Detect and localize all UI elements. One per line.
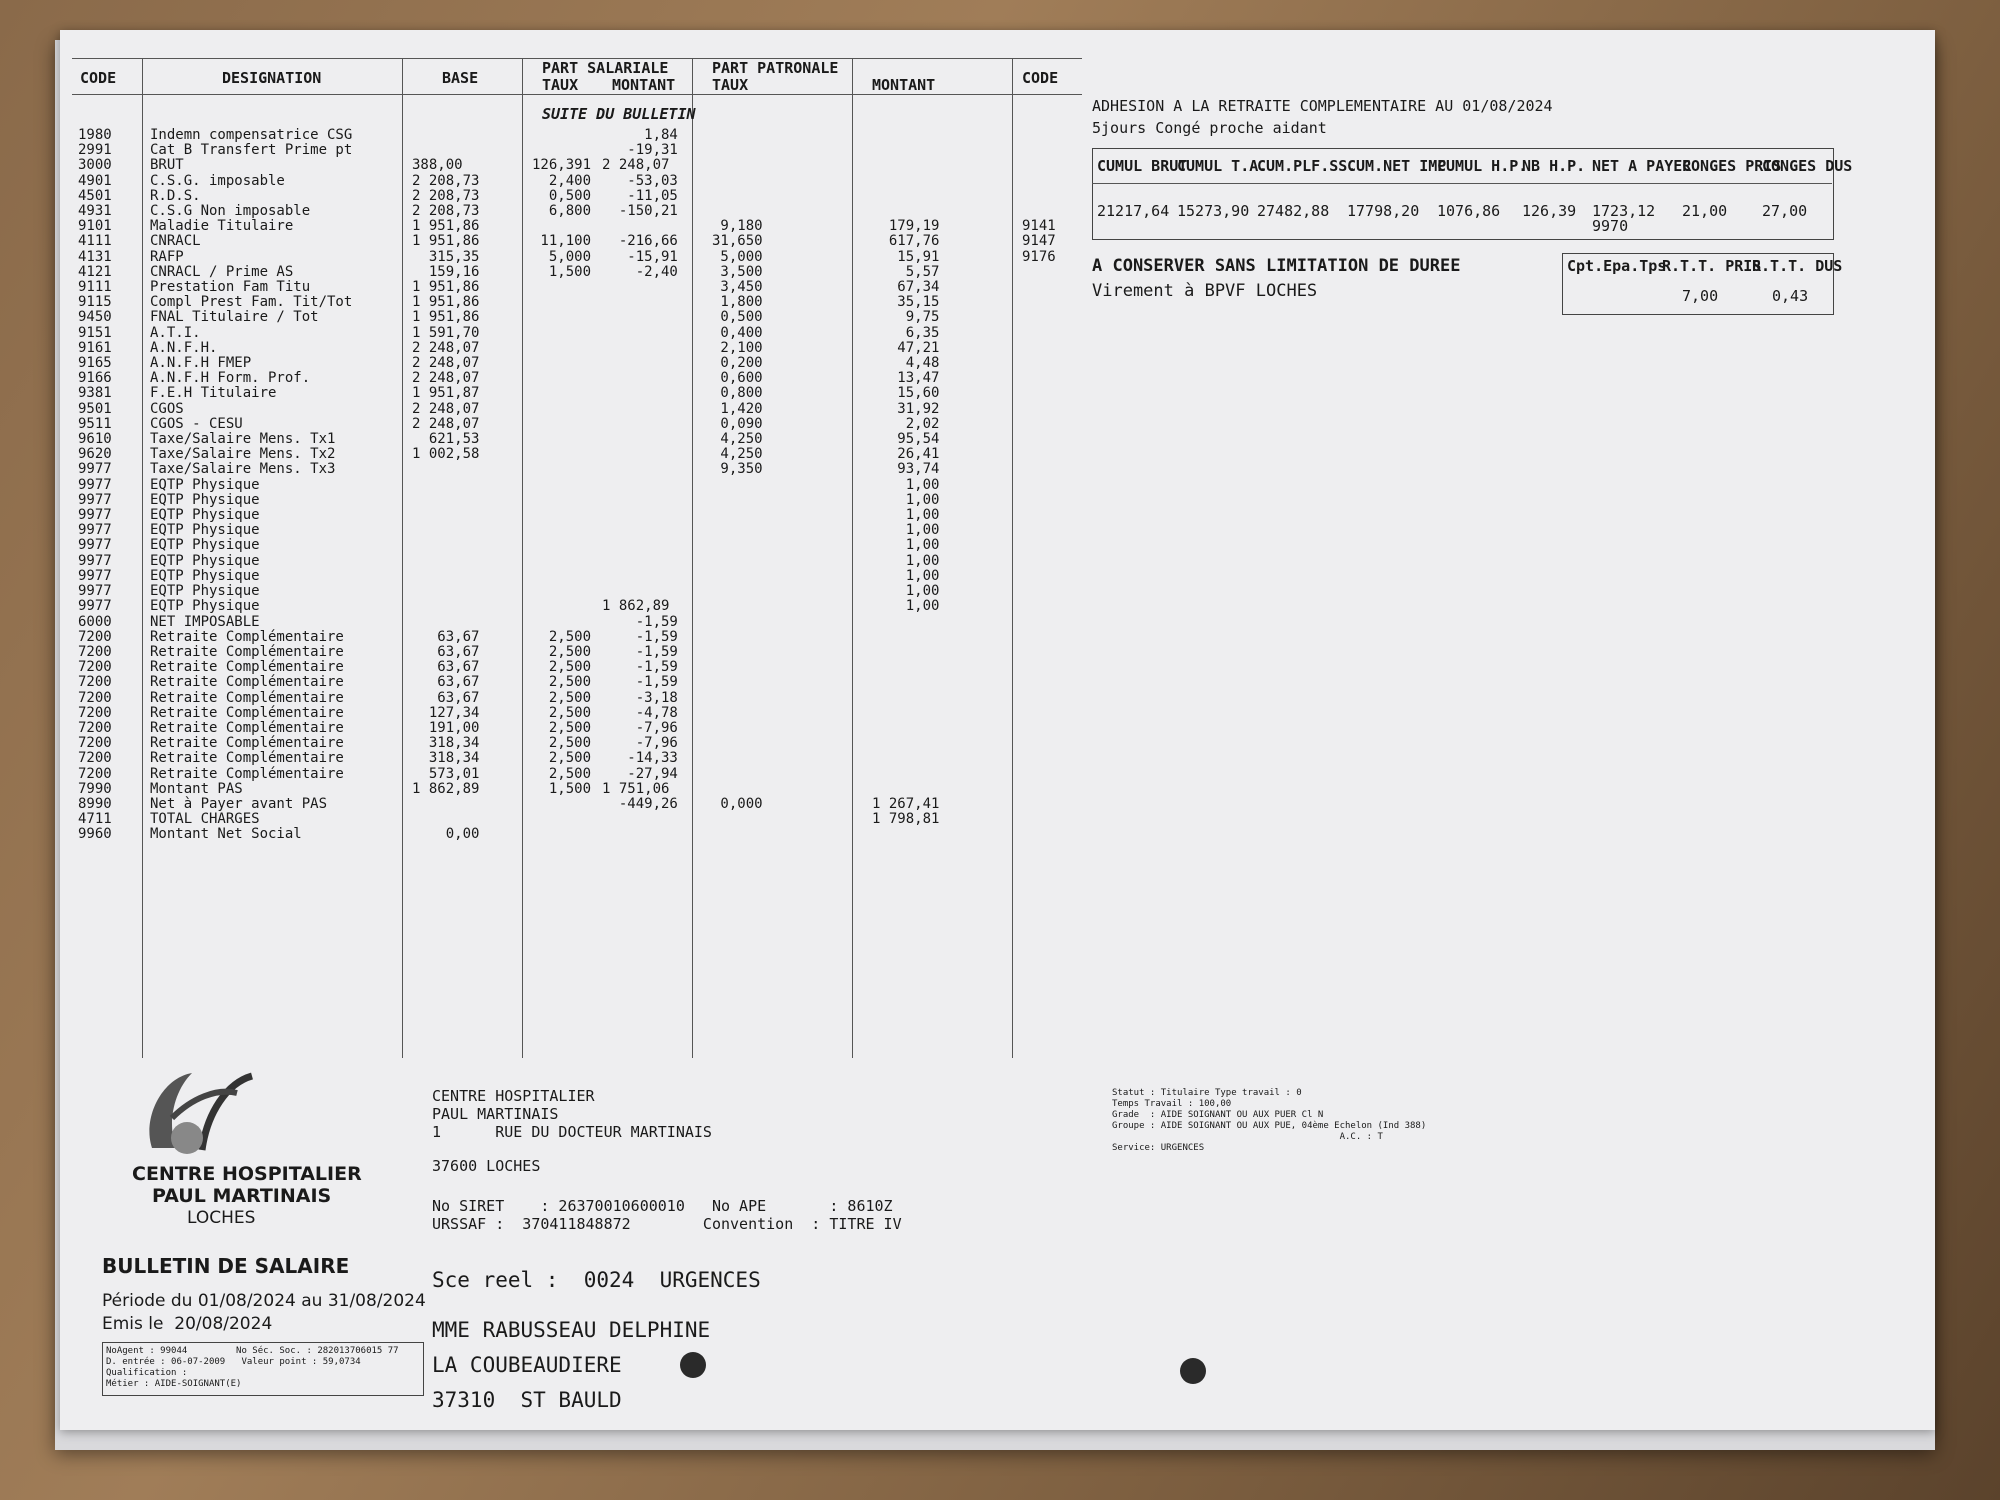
agent-line-1: NoAgent : 99044 No Séc. Soc. : 282013706015 77	[106, 1346, 399, 1356]
logo-mark-icon	[132, 1058, 262, 1158]
employee-name: MME RABUSSEAU DELPHINE	[432, 1318, 711, 1342]
header-part-patronale: PART PATRONALE	[712, 59, 839, 77]
adhesion-note: ADHESION A LA RETRAITE COMPLEMENTAIRE AU 01/08/2024	[1092, 97, 1553, 115]
cumul-value-4: 1076,86	[1437, 202, 1501, 220]
cumul-header-6: NET A PAYER	[1592, 157, 1692, 175]
cumul-value-2: 27482,88	[1257, 202, 1330, 220]
employer-urssaf: URSSAF : 370411848872 Convention : TITRE IV	[432, 1215, 902, 1233]
header-montant: MONTANT	[612, 76, 676, 94]
col-code: 1980 2991 3000 4901 4501 4931 9101 4111 4131 4121 9111 9115 9450 9151 9161 9165 9166 9381 9501 9511 9610 9620 9977 9977 9977 9977 9977 9977 9977 9977 9977 9977 6000 7200 7200 7200 7200 7200 7200 7200 7200 7200 7200 7990 8990 4711 9960	[78, 127, 112, 843]
employer-line-3: 1 RUE DU DOCTEUR MARTINAIS	[432, 1123, 712, 1141]
cumul-header-0: CUMUL BRUT	[1097, 157, 1188, 175]
cumul-value-6: 1723,12	[1592, 202, 1656, 220]
cumul-header-4: CUMUL H.P.	[1437, 157, 1528, 175]
logo-line-1: CENTRE HOSPITALIER	[132, 1163, 362, 1185]
employer-postcode: 37600 LOCHES	[432, 1157, 541, 1175]
col-taux: 126,391 2,400 0,500 6,800 11,100 5,000 1,500 2,500 2,500 2,500 2,500 2,500 2,500 2,500 2,500 2,500 2,500 1,500	[532, 157, 592, 797]
header-taux: TAUX	[542, 76, 579, 94]
statut-line-4: Groupe : AIDE SOIGNANT OU AUX PUE, 04ème Echelon (Ind 388)	[1112, 1121, 1427, 1131]
cumul-header-3: CUM.NET IMP	[1347, 157, 1447, 175]
cumul-value-8: 27,00	[1762, 202, 1808, 220]
rtt-value-3: 0,43	[1772, 287, 1809, 305]
payslip-content	[72, 58, 1853, 1412]
header-designation: DESIGNATION	[222, 69, 322, 87]
cumul-header-7: CONGES PRIS	[1682, 157, 1782, 175]
statut-line-3: Grade : AIDE SOIGNANT OU AUX PUER Cl N	[1112, 1110, 1324, 1120]
virement-note: Virement à BPVF LOCHES	[1092, 281, 1318, 301]
col-taux-pat: 9,180 31,650 5,000 3,500 3,450 1,800 0,500 0,400 2,100 0,200 0,600 0,800 1,420 0,090 4,250 4,250 9,350 0,000	[712, 218, 763, 812]
col-rule-1	[142, 58, 143, 1058]
cumul-value-0: 21217,64	[1097, 202, 1170, 220]
suite-du-bulletin: SUITE DU BULLETIN	[542, 105, 696, 123]
bulletin-period: Période du 01/08/2024 au 31/08/2024	[102, 1291, 426, 1311]
header-taux-pat: TAUX	[712, 76, 749, 94]
cumul-header-2: CUM.PLF.SS.	[1257, 157, 1357, 175]
logo-line-3: LOCHES	[187, 1208, 256, 1228]
cumul-value-3: 17798,20	[1347, 202, 1420, 220]
bulletin-title: BULLETIN DE SALAIRE	[102, 1254, 350, 1278]
right-code: 9970	[1592, 217, 1629, 235]
statut-line-5: A.C. : T	[1112, 1132, 1383, 1142]
statut-line-1: Statut : Titulaire Type travail : 0	[1112, 1088, 1302, 1098]
rtt-header-1: Cpt.Epa.Tps	[1567, 257, 1667, 275]
cumul-value-1: 15273,90	[1177, 202, 1250, 220]
col-code-pat: 9141 9147 9176	[1022, 218, 1056, 265]
service-reel: Sce reel : 0024 URGENCES	[432, 1268, 761, 1292]
col-rule-5	[852, 58, 853, 1058]
employee-address-1: LA COUBEAUDIERE	[432, 1353, 622, 1377]
header-code: CODE	[80, 69, 117, 87]
cumul-header-5: NB H.P.	[1522, 157, 1586, 175]
cumul-header-1: CUMUL T.A.	[1177, 157, 1268, 175]
col-designation: Indemn compensatrice CSG Cat B Transfert Prime pt BRUT C.S.G. imposable R.D.S. C.S.G Non imposable Maladie Titulaire CNRACL RAFP CNRACL / Prime AS Prestation Fam Titu Compl Prest Fam. Tit/Tot FNAL Titulaire / Tot A.T.I. A.N.F.H. A.N.F.H FMEP A.N.F.H Form. Prof. F.E.H Titulaire CGOS CGOS - CESU Taxe/Salaire Mens. Tx1 Taxe/Salaire Mens. Tx2 Taxe/Salaire Mens. Tx3 EQTP Physique EQTP Physique EQTP Physique EQTP Physique EQTP Physique EQTP Physique EQTP Physique EQTP Physique EQTP Physique NET IMPOSABLE Retraite Complémentaire Retraite Complémentaire Retraite Complémentaire Retraite Complémentaire Retraite Complémentaire Retraite Complémentaire Retraite Complémentaire Retraite Complémentaire Retraite Complémentaire Retraite Complémentaire Montant PAS Net à Payer avant PAS TOTAL CHARGES Montant Net Social	[150, 127, 353, 843]
logo-line-2: PAUL MARTINAIS	[152, 1185, 332, 1207]
agent-line-3: Qualification :	[106, 1368, 188, 1378]
col-montant: 1,84 -19,31 2 248,07 -53,03 -11,05 -150,21 -216,66 -15,91 -2,40 1 862,89 -1,59 -1,59 -1,59 -1,59 -1,59 -3,18 -4,78 -7,96 -7,96 -14,33 -27,94 1 751,06 -449,26	[602, 127, 678, 812]
agent-line-2: D. entrée : 06-07-2009 Valeur point : 59,0734	[106, 1357, 361, 1367]
header-montant-pat: MONTANT	[872, 76, 936, 94]
statut-line-6: Service: URGENCES	[1112, 1143, 1205, 1153]
rtt-value-2: 7,00	[1682, 287, 1719, 305]
col-rule-3	[522, 58, 523, 1058]
hospital-logo	[132, 1058, 362, 1228]
header-base: BASE	[442, 69, 479, 87]
table-header-rule	[72, 94, 1082, 95]
conge-aidant-note: 5jours Congé proche aidant	[1092, 119, 1327, 137]
col-montant-pat: 179,19 617,76 15,91 5,57 67,34 35,15 9,75 6,35 47,21 4,48 13,47 15,60 31,92 2,02 95,54 26,41 93,74 1,00 1,00 1,00 1,00 1,00 1,00 1,00 1,00 1,00 1 267,41 1 798,81	[872, 218, 940, 828]
employer-siret: No SIRET : 26370010600010 No APE : 8610Z	[432, 1197, 893, 1215]
employee-address-2: 37310 ST BAULD	[432, 1388, 622, 1412]
conserver-notice: A CONSERVER SANS LIMITATION DE DUREE	[1092, 256, 1461, 276]
col-rule-6	[1012, 58, 1013, 1058]
employer-line-1: CENTRE HOSPITALIER	[432, 1087, 595, 1105]
bulletin-emission-date: Emis le 20/08/2024	[102, 1314, 273, 1334]
cumuls-header-rule	[1092, 183, 1832, 184]
rtt-header-3: R.T.T. DUS	[1752, 257, 1843, 275]
rtt-header-2: R.T.T. PRIS	[1662, 257, 1762, 275]
header-code-pat: CODE	[1022, 69, 1059, 87]
cumul-header-8: CONGES DUS	[1762, 157, 1853, 175]
statut-line-2: Temps Travail : 100,00	[1112, 1099, 1232, 1109]
cumul-value-5: 126,39	[1522, 202, 1577, 220]
header-part-salariale: PART SALARIALE	[542, 59, 669, 77]
col-base: 388,00 2 208,73 2 208,73 2 208,73 1 951,86 1 951,86 315,35 159,16 1 951,86 1 951,86 1 951,86 1 591,70 2 248,07 2 248,07 2 248,07 1 951,87 2 248,07 2 248,07 621,53 1 002,58 63,67 63,67 63,67 63,67 63,67 127,34 191,00 318,34 318,34 573,01 1 862,89 0,00	[412, 157, 480, 843]
cumul-value-7: 21,00	[1682, 202, 1728, 220]
col-rule-2	[402, 58, 403, 1058]
agent-line-4: Métier : AIDE-SOIGNANT(E)	[106, 1379, 242, 1389]
employer-line-2: PAUL MARTINAIS	[432, 1105, 559, 1123]
col-rule-4	[692, 58, 693, 1058]
